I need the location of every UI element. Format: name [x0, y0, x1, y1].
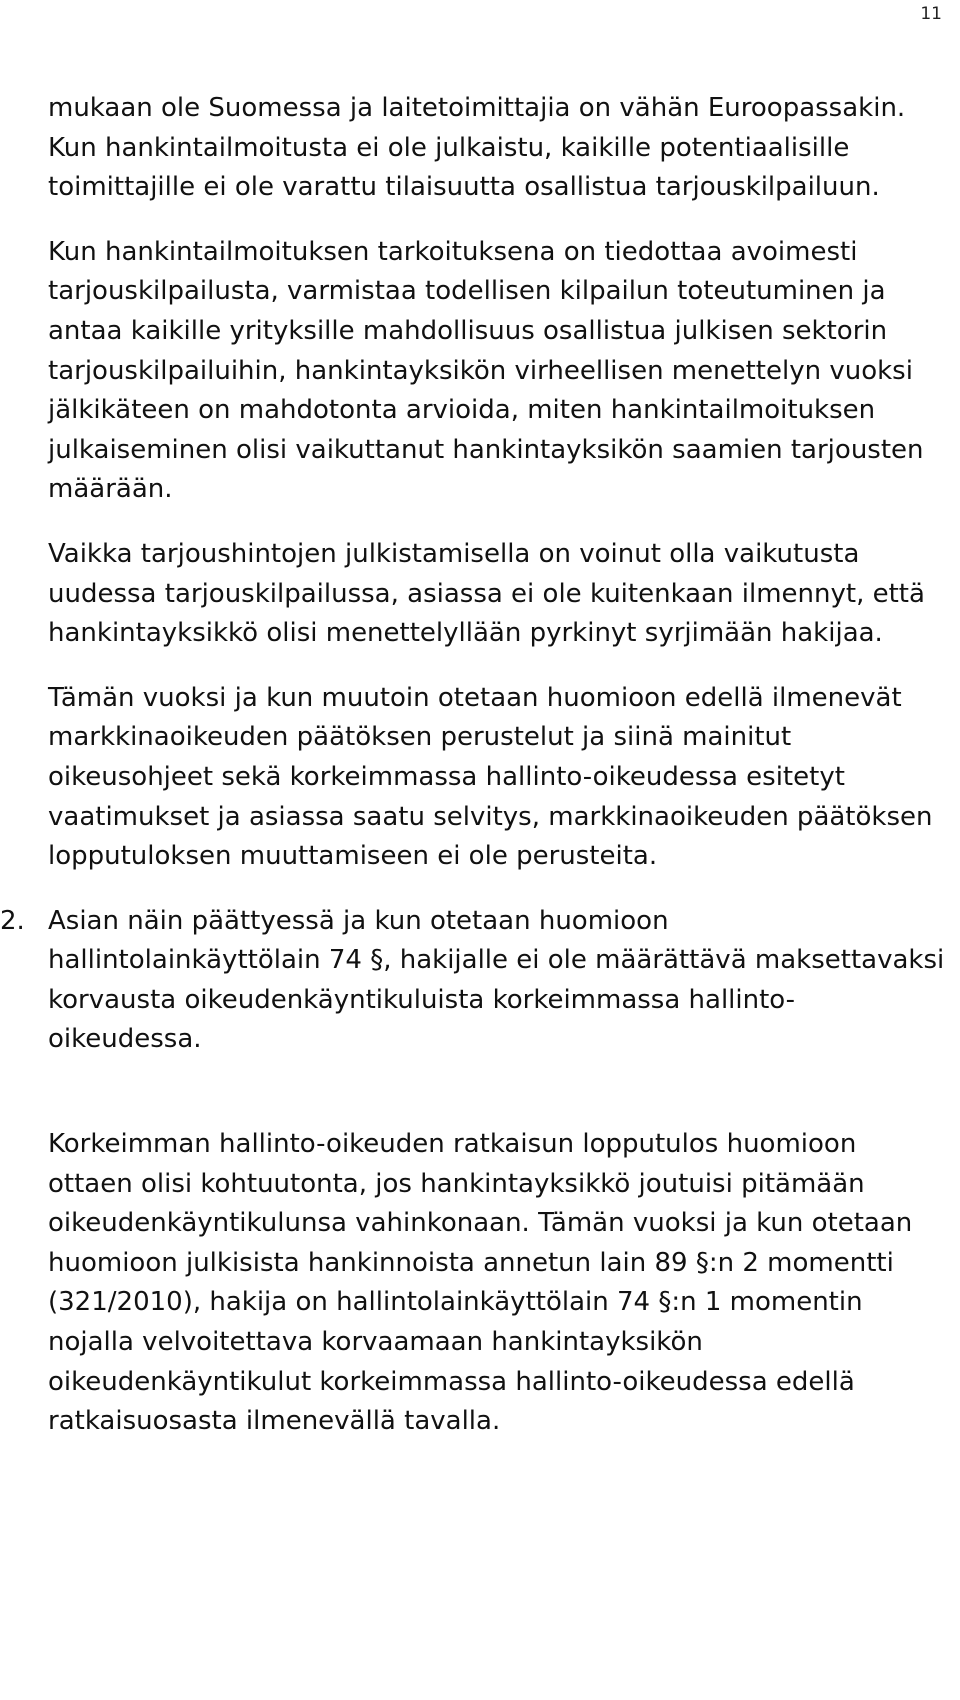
paragraph-4: Tämän vuoksi ja kun muutoin otetaan huomioon edellä ilmenevät markkinaoikeuden päätöksen perustelut ja siinä mainitut oikeusohjeet sekä korkeimmassa hallinto-oikeudessa esitetyt vaatimukset ja asiassa saatu selvitys, markkinaoikeuden päätöksen lopputuloksen muuttamiseen ei ole perusteita.: [48, 682, 933, 872]
paragraph-3: Vaikka tarjoushintojen julkistamisella on voinut olla vaikutusta uudessa tarjouskilpailussa, asiassa ei ole kuitenkaan ilmennyt, että hankintayksikkö olisi menettelyllään pyrkinyt syrjimään hakijaa.: [48, 538, 925, 649]
document-body: [0, 89, 948, 1442]
final-paragraph: Korkeimman hallinto-oikeuden ratkaisun lopputulos huomioon ottaen olisi kohtuutonta, jos hankintayksikkö joutuisi pitämään oikeudenkäyntikulunsa vahinkonaan. Tämän vuoksi ja kun otetaan huomioon julkisista hankinnoista annetun lain 89 §:n 2 momentti (321/2010), hakija on hallintolainkäyttölain 74 §:n 1 momentin nojalla velvoitettava korvaamaan hankintayksikön oikeudenkäyntikulut korkeimmassa hallinto-oikeudessa edellä ratkaisuosasta ilmenevällä tavalla.: [48, 1129, 913, 1437]
numbered-item-text: Asian näin päättyessä ja kun otetaan huomioon hallintolainkäyttölain 74 §, hakijalle ei ole määrättävä maksettavaksi korvausta oikeudenkäyntikuluista korkeimmassa hallinto-oikeudessa.: [48, 905, 945, 1055]
item-number: 2.: [0, 905, 25, 936]
paragraph-2: Kun hankintailmoituksen tarkoituksena on tiedottaa avoimesti tarjouskilpailusta, varmistaa todellisen kilpailun toteutuminen ja antaa kaikille yrityksille mahdollisuus osallistua julkisen sektorin tarjouskilpailuihin, hankintayksikön virheellisen menettelyn vuoksi jälkikäteen on mahdotonta arvioida, miten hankintailmoituksen julkaiseminen olisi vaikuttanut hankintayksikön saamien tarjousten määrään.: [48, 236, 924, 505]
paragraph-1: mukaan ole Suomessa ja laitetoimittajia on vähän Euroopassakin. Kun hankintailmoitusta ei ole julkaistu, kaikille potentiaalisille toimittajille ei ole varattu tilaisuutta osallistua tarjouskilpailuun.: [48, 93, 906, 203]
page-number: 11: [920, 4, 942, 24]
numbered-item-2: [0, 902, 948, 1060]
